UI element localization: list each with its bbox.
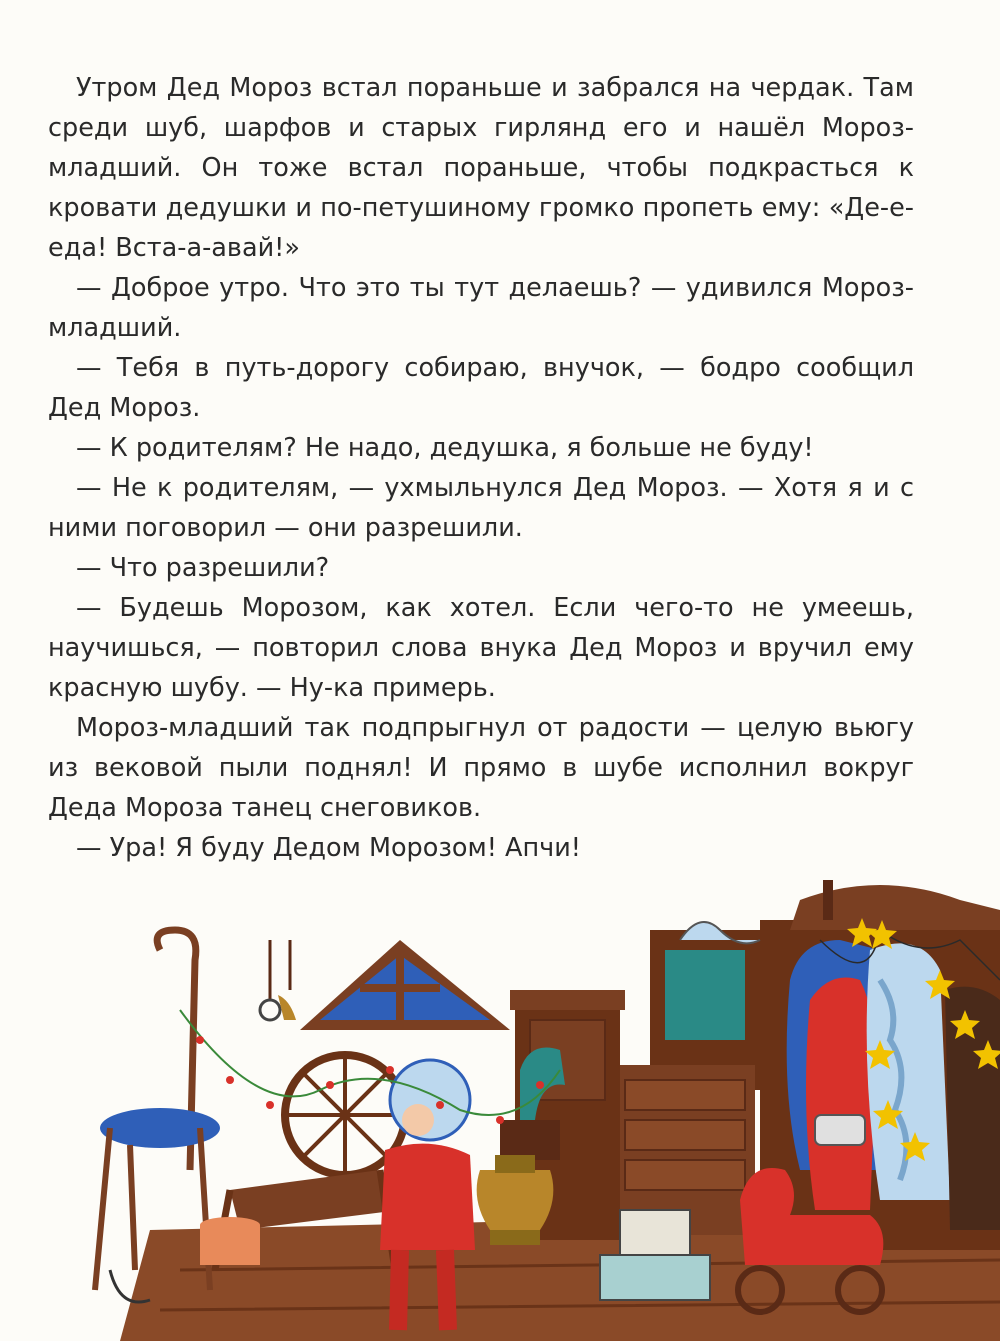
story-text <box>48 68 914 868</box>
attic-illustration <box>0 870 1000 1341</box>
paragraph-9: — Ура! Я буду Дедом Морозом! Апчи! <box>76 833 582 863</box>
hanging-keys <box>260 940 296 1020</box>
paragraph-8: Мороз-младший так подпрыгнул от радости — целую вьюгу из вековой пыли поднял! И прямо в шубе исполнил вокруг Деда Мороза танец снеговиков. <box>48 713 914 823</box>
paragraph-5: — Не к родителям, — ухмыльнулся Дед Мороз. — Хотя я и с ними поговорил — они разрешили. <box>48 473 914 543</box>
attic-window <box>300 940 510 1030</box>
paragraph-2: — Доброе утро. Что это ты тут делаешь? — удивился Мороз-младший. <box>48 273 914 343</box>
hat-box <box>200 1217 260 1265</box>
paragraph-6: — Что разрешили? <box>76 553 330 583</box>
paragraph-1: Утром Дед Мороз встал пораньше и забрался на чердак. Там среди шуб, шарфов и старых гирлянд его и нашёл Мороз-младший. Он тоже встал пораньше, чтобы подкрасться к кровати дедушки и по-петушиному громко пропеть ему: «Де-е-еда! Вста-а-авай!» <box>48 73 914 263</box>
paragraph-7: — Будешь Морозом, как хотел. Если чего-то не умеешь, научишься, — повторил слова внука Дед Мороз и вручил ему красную шубу. — Ну-ка примерь. <box>48 593 914 703</box>
paragraph-3: — Тебя в путь-дорогу собираю, внучок, — бодро сообщил Дед Мороз. <box>48 353 914 423</box>
mirror <box>650 922 760 1090</box>
paragraph-4: — К родителям? Не надо, дедушка, я больше не буду! <box>76 433 814 463</box>
